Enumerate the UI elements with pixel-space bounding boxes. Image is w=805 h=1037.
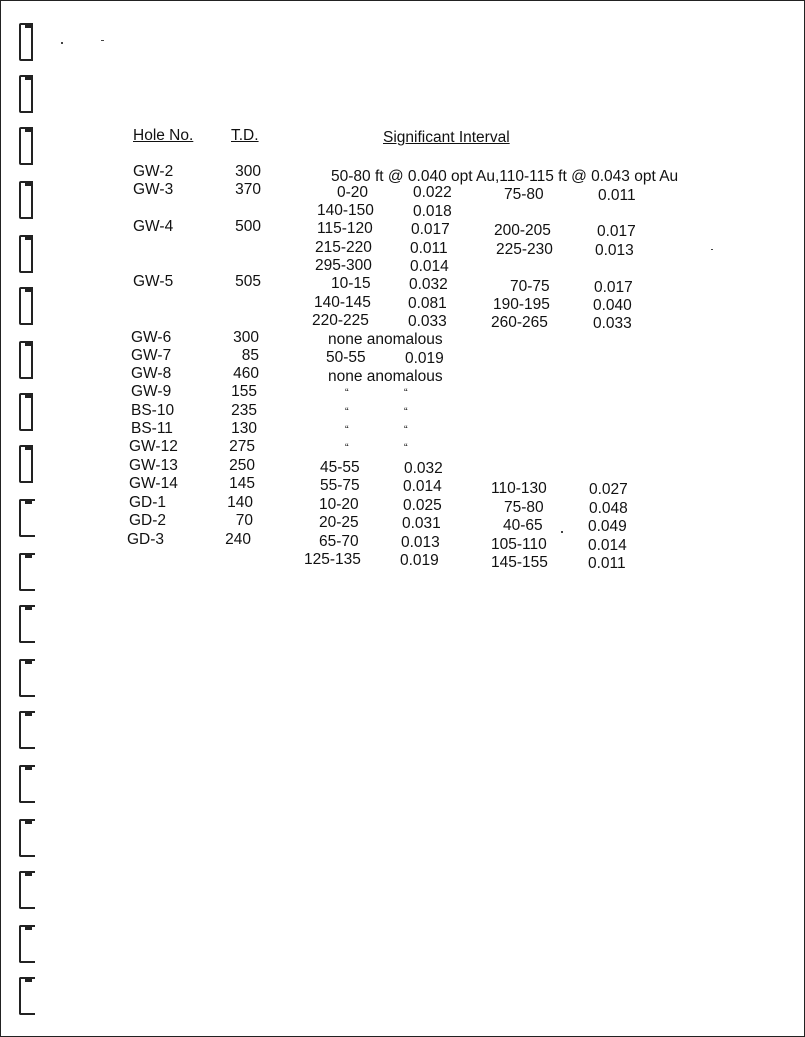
interval-depth-2: 110-130 — [491, 480, 547, 497]
header-td: T.D. — [231, 127, 259, 144]
interval-none-anomalous: none anomalous — [328, 331, 443, 348]
interval-depth: 20-25 — [319, 514, 359, 531]
hole-td: 85 — [241, 347, 259, 364]
interval-depth-2: 260-265 — [491, 314, 548, 331]
binder-holes — [15, 1, 45, 1036]
binder-ring-icon — [19, 341, 33, 379]
interval-grade: 0.081 — [408, 295, 447, 312]
binder-ring-icon — [19, 181, 33, 219]
interval-grade-2: 0.040 — [593, 297, 632, 314]
interval-grade: 0.017 — [411, 221, 450, 238]
interval-depth-2: 200-205 — [494, 222, 551, 239]
hole-td: 130 — [231, 420, 257, 437]
interval-grade: 0.014 — [410, 258, 449, 275]
ditto-mark: “ — [404, 424, 408, 436]
interval-depth: 125-135 — [304, 551, 361, 568]
hole-id: BS-10 — [131, 402, 175, 419]
binder-ring-icon — [19, 925, 35, 963]
hole-td: 235 — [231, 402, 257, 419]
ditto-mark: “ — [404, 387, 408, 399]
interval-grade: 0.025 — [403, 497, 442, 514]
interval-grade-2: 0.017 — [594, 279, 633, 296]
interval-depth: 295-300 — [315, 257, 372, 274]
interval-depth-2: 40-65 — [503, 517, 543, 534]
hole-td: 240 — [225, 531, 251, 548]
interval-grade: 0.019 — [400, 552, 439, 569]
hole-id: GW-14 — [129, 475, 178, 492]
hole-id: GW-2 — [133, 163, 174, 180]
interval-grade: 0.031 — [402, 515, 441, 532]
interval-depth-2: 75-80 — [504, 186, 544, 203]
hole-id: GD-1 — [129, 494, 167, 511]
interval-grade-2: 0.017 — [597, 223, 636, 240]
hole-id: GW-5 — [133, 273, 174, 290]
header-significant-interval: Significant Interval — [383, 129, 510, 146]
interval-depth-2: 70-75 — [510, 278, 550, 295]
hole-id: GW-12 — [129, 438, 178, 455]
binder-ring-icon — [19, 393, 33, 431]
binder-ring-icon — [19, 871, 35, 909]
ditto-mark: “ — [345, 387, 349, 399]
hole-id: GD-2 — [129, 512, 167, 529]
ditto-mark: “ — [345, 442, 349, 454]
interval-depth-2: 190-195 — [493, 296, 550, 313]
hole-id: GW-7 — [131, 347, 172, 364]
scan-speck — [101, 40, 104, 41]
hole-td: 155 — [231, 383, 257, 400]
interval-grade: 0.019 — [405, 350, 444, 367]
hole-td: 460 — [233, 365, 259, 382]
interval-depth-2: 75-80 — [504, 499, 544, 516]
interval-depth: 115-120 — [317, 220, 373, 237]
interval-grade-2: 0.027 — [589, 481, 628, 498]
scan-speck — [711, 249, 713, 250]
binder-ring-icon — [19, 23, 33, 61]
hole-td: 140 — [227, 494, 253, 511]
hole-id: GD-3 — [127, 531, 165, 548]
ditto-mark: “ — [404, 442, 408, 454]
hole-td: 250 — [229, 457, 255, 474]
binder-ring-icon — [19, 287, 33, 325]
interval-depth: 50-55 — [326, 349, 366, 366]
interval-depth: 10-20 — [319, 496, 359, 513]
interval-grade: 0.018 — [413, 203, 452, 220]
ditto-mark: “ — [345, 424, 349, 436]
ditto-mark: “ — [345, 406, 349, 418]
scan-speck — [61, 42, 63, 44]
binder-ring-icon — [19, 75, 33, 113]
hole-td: 500 — [235, 218, 261, 235]
hole-id: GW-3 — [133, 181, 174, 198]
interval-depth: 45-55 — [320, 459, 360, 476]
scan-speck — [561, 531, 563, 533]
binder-ring-icon — [19, 711, 35, 749]
interval-grade: 0.032 — [409, 276, 448, 293]
hole-id: GW-4 — [133, 218, 174, 235]
interval-depth-2: 225-230 — [496, 241, 553, 258]
interval-grade-2: 0.049 — [588, 518, 627, 535]
interval-depth: 55-75 — [320, 477, 360, 494]
hole-td: 275 — [229, 438, 255, 455]
ditto-mark: “ — [404, 406, 408, 418]
binder-ring-icon — [19, 659, 35, 697]
binder-ring-icon — [19, 765, 35, 803]
interval-grade-2: 0.011 — [588, 555, 626, 572]
interval-grade: 0.011 — [410, 240, 448, 257]
interval-grade: 0.014 — [403, 478, 442, 495]
binder-ring-icon — [19, 605, 35, 643]
binder-ring-icon — [19, 235, 33, 273]
hole-td: 70 — [235, 512, 253, 529]
hole-id: BS-11 — [131, 420, 173, 437]
interval-depth: 220-225 — [312, 312, 369, 329]
interval-depth: 215-220 — [315, 239, 372, 256]
interval-grade: 0.013 — [401, 534, 440, 551]
interval-depth: 65-70 — [319, 533, 359, 550]
hole-id: GW-13 — [129, 457, 178, 474]
hole-td: 145 — [229, 475, 255, 492]
hole-id: GW-8 — [131, 365, 172, 382]
interval-grade-2: 0.014 — [588, 537, 627, 554]
interval-grade-2: 0.013 — [595, 242, 634, 259]
interval-depth-2: 145-155 — [491, 554, 548, 571]
hole-td: 370 — [235, 181, 261, 198]
interval-grade-2: 0.048 — [589, 500, 628, 517]
interval-depth-2: 105-110 — [491, 536, 547, 553]
hole-id: GW-9 — [131, 383, 172, 400]
binder-ring-icon — [19, 819, 35, 857]
interval-none-anomalous: none anomalous — [328, 368, 443, 385]
binder-ring-icon — [19, 553, 35, 591]
interval-grade: 0.033 — [408, 313, 447, 330]
interval-depth: 0-20 — [337, 184, 369, 201]
binder-ring-icon — [19, 127, 33, 165]
gw2-summary: 50-80 ft @ 0.040 opt Au,110-115 ft @ 0.043 opt Au — [331, 168, 679, 185]
interval-grade: 0.022 — [413, 184, 452, 201]
binder-ring-icon — [19, 977, 35, 1015]
interval-grade-2: 0.011 — [598, 187, 636, 204]
interval-depth: 140-150 — [317, 202, 374, 219]
binder-ring-icon — [19, 499, 35, 537]
interval-grade: 0.032 — [404, 460, 443, 477]
hole-id: GW-6 — [131, 329, 172, 346]
interval-depth: 140-145 — [314, 294, 371, 311]
interval-grade-2: 0.033 — [593, 315, 632, 332]
hole-td: 505 — [235, 273, 261, 290]
hole-td: 300 — [233, 329, 259, 346]
hole-td: 300 — [235, 163, 261, 180]
binder-ring-icon — [19, 445, 33, 483]
header-hole-no: Hole No. — [133, 127, 194, 144]
interval-depth: 10-15 — [331, 275, 371, 292]
